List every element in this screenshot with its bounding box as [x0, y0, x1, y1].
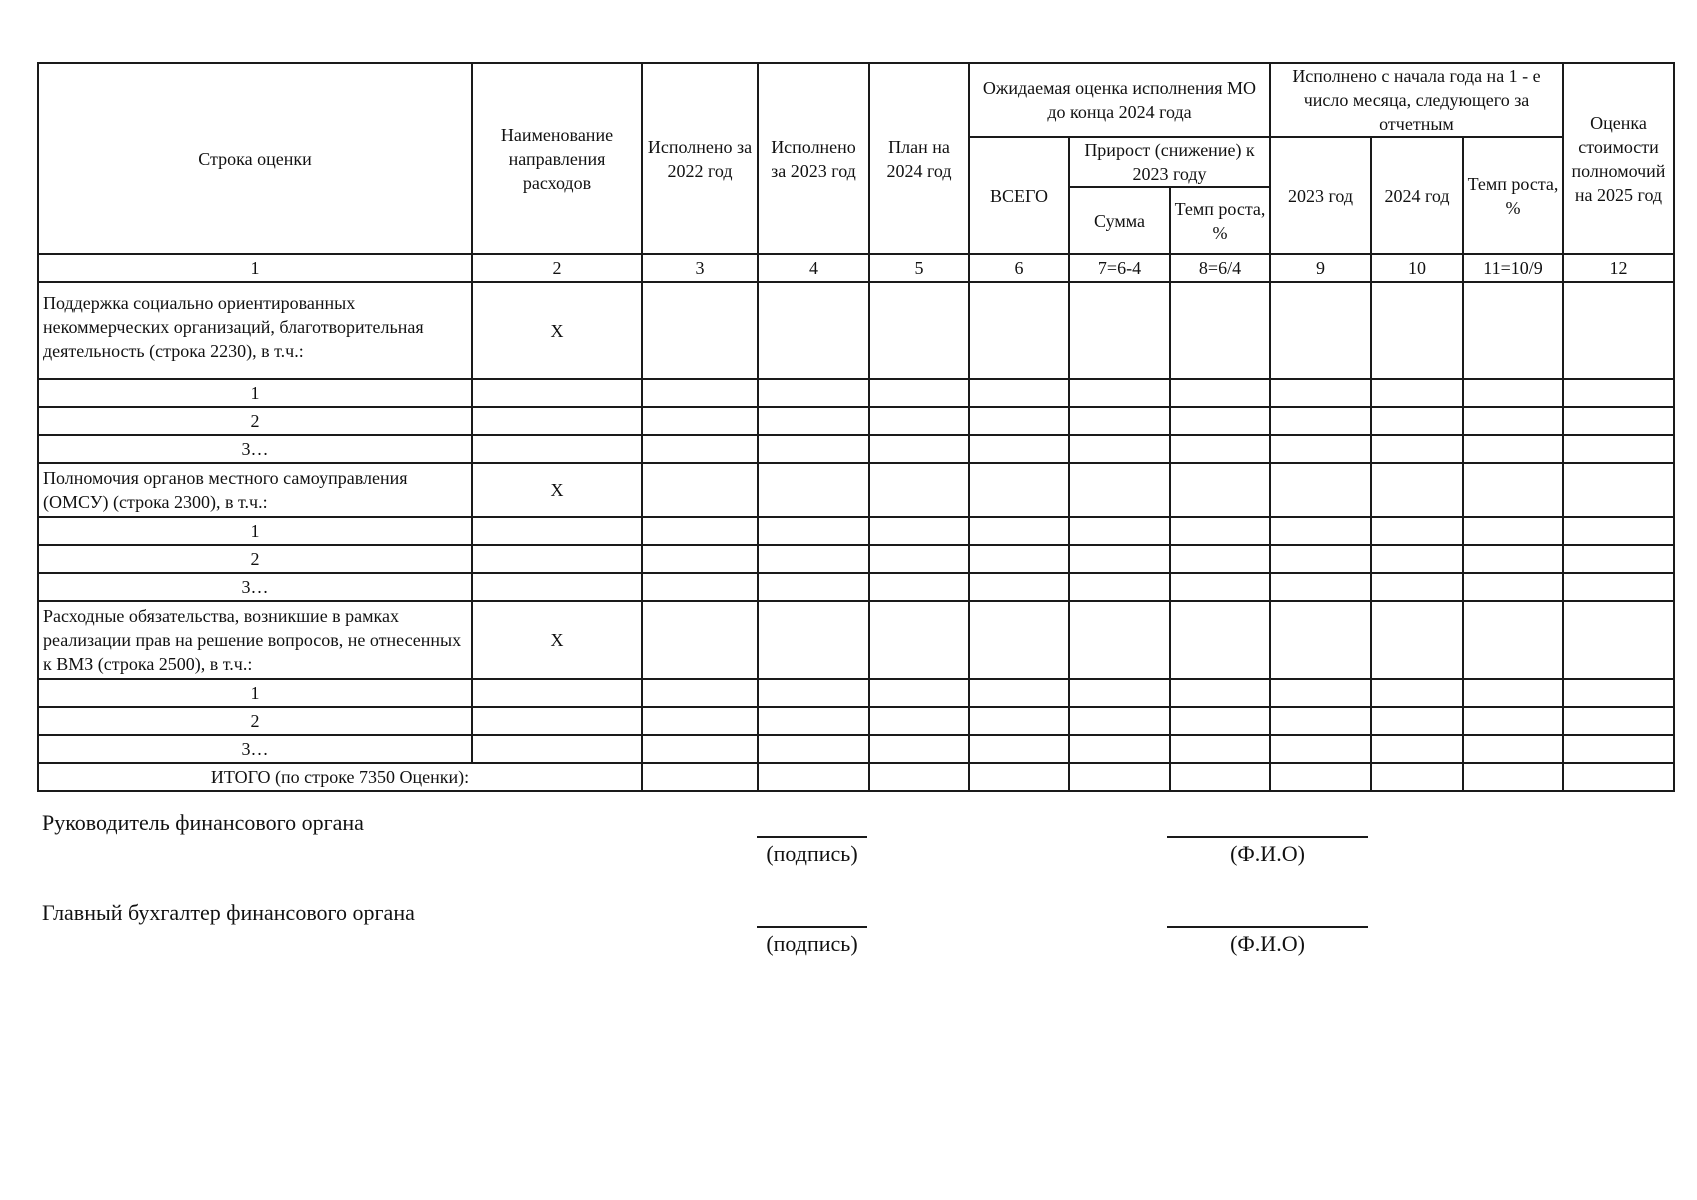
header-col-8: Темп роста, % [1170, 187, 1270, 254]
table-cell [1563, 282, 1674, 379]
table-cell [969, 282, 1069, 379]
table-row [38, 517, 1674, 545]
column-number: 2 [472, 254, 642, 282]
table-cell [1463, 601, 1563, 679]
table-cell [1463, 463, 1563, 517]
accountant-name-line [1167, 926, 1368, 928]
header-col-6: ВСЕГО [969, 137, 1069, 254]
total-label: ИТОГО (по строке 7350 Оценки): [38, 763, 642, 791]
table-cell [1170, 601, 1270, 679]
table-cell [1371, 463, 1463, 517]
accountant-name-caption: (Ф.И.О) [1230, 931, 1305, 956]
table-cell [758, 601, 869, 679]
total-row [38, 763, 1674, 791]
section-label: Полномочия органов местного самоуправления (ОМСУ) (строка 2300), в т.ч.: [38, 463, 472, 517]
table-cell [869, 463, 969, 517]
table-row [38, 545, 1674, 573]
column-number: 3 [642, 254, 758, 282]
table-cell [1270, 282, 1371, 379]
header-col-7: Сумма [1069, 187, 1170, 254]
row-number: 2 [38, 545, 472, 573]
header-group-expected: Ожидаемая оценка исполнения МО до конца 2024 года [969, 63, 1270, 137]
table-cell [1069, 601, 1170, 679]
column-number: 6 [969, 254, 1069, 282]
head-name-line [1167, 836, 1368, 838]
accountant-signature-line [757, 926, 867, 928]
table-cell [642, 282, 758, 379]
section-row [38, 282, 1674, 379]
head-name-caption: (Ф.И.О) [1230, 841, 1305, 866]
column-number: 4 [758, 254, 869, 282]
table-row [38, 707, 1674, 735]
section-row [38, 601, 1674, 679]
table-cell [1270, 601, 1371, 679]
table-cell [642, 601, 758, 679]
table-cell [1270, 463, 1371, 517]
evaluation-table [37, 62, 1675, 792]
column-number: 10 [1371, 254, 1463, 282]
table-row [38, 679, 1674, 707]
column-number-row [38, 254, 1674, 282]
column-number: 11=10/9 [1463, 254, 1563, 282]
header-group-executed: Исполнено с начала года на 1 - е число месяца, следующего за отчетным [1270, 63, 1563, 137]
table-row [38, 379, 1674, 407]
section-mark: X [472, 282, 642, 379]
table-cell [1371, 282, 1463, 379]
table-cell [1069, 282, 1170, 379]
table-cell [969, 463, 1069, 517]
column-number: 5 [869, 254, 969, 282]
table-row [38, 735, 1674, 763]
table-row [38, 435, 1674, 463]
section-label: Расходные обязательства, возникшие в рамках реализации прав на решение вопросов, не отнесенных к ВМЗ (строка 2500), в т.ч.: [38, 601, 472, 679]
header-col-3: Исполнено за 2022 год [642, 63, 758, 254]
header-col-12: Оценка стоимости полномочий на 2025 год [1563, 63, 1674, 254]
head-title: Руководитель финансового органа [42, 810, 364, 835]
table-cell [1563, 463, 1674, 517]
column-number: 7=6-4 [1069, 254, 1170, 282]
column-number: 1 [38, 254, 472, 282]
header-col-1: Строка оценки [38, 63, 472, 254]
column-number: 9 [1270, 254, 1371, 282]
row-number: 1 [38, 517, 472, 545]
table-cell [1563, 601, 1674, 679]
row-number: 1 [38, 679, 472, 707]
table-cell [1170, 463, 1270, 517]
column-number: 12 [1563, 254, 1674, 282]
table-cell [1069, 463, 1170, 517]
row-number: 1 [38, 379, 472, 407]
table-cell [869, 282, 969, 379]
table-cell [642, 463, 758, 517]
section-row [38, 463, 1674, 517]
row-number: 3… [38, 435, 472, 463]
row-number: 2 [38, 707, 472, 735]
accountant-title: Главный бухгалтер финансового органа [42, 900, 415, 925]
head-signature-line [757, 836, 867, 838]
row-number: 3… [38, 573, 472, 601]
header-col-11: Темп роста, % [1463, 137, 1563, 254]
accountant-signature-caption: (подпись) [766, 931, 858, 956]
section-mark: X [472, 601, 642, 679]
header-col-10: 2024 год [1371, 137, 1463, 254]
table-cell [1371, 601, 1463, 679]
table-cell [1463, 282, 1563, 379]
header-group-growth: Прирост (снижение) к 2023 году [1069, 137, 1270, 187]
header-col-4: Исполнено за 2023 год [758, 63, 869, 254]
table-row [38, 407, 1674, 435]
table-cell [869, 601, 969, 679]
section-mark: X [472, 463, 642, 517]
section-label: Поддержка социально ориентированных некоммерческих организаций, благотворительная деятельность (строка 2230), в т.ч.: [38, 282, 472, 379]
row-number: 3… [38, 735, 472, 763]
table-cell [758, 463, 869, 517]
row-number: 2 [38, 407, 472, 435]
header-col-2: Наименование направления расходов [472, 63, 642, 254]
table-cell [1170, 282, 1270, 379]
table-cell [969, 601, 1069, 679]
column-number: 8=6/4 [1170, 254, 1270, 282]
header-col-5: План на 2024 год [869, 63, 969, 254]
head-signature-caption: (подпись) [766, 841, 858, 866]
table-cell [758, 282, 869, 379]
table-row [38, 573, 1674, 601]
header-col-9: 2023 год [1270, 137, 1371, 254]
